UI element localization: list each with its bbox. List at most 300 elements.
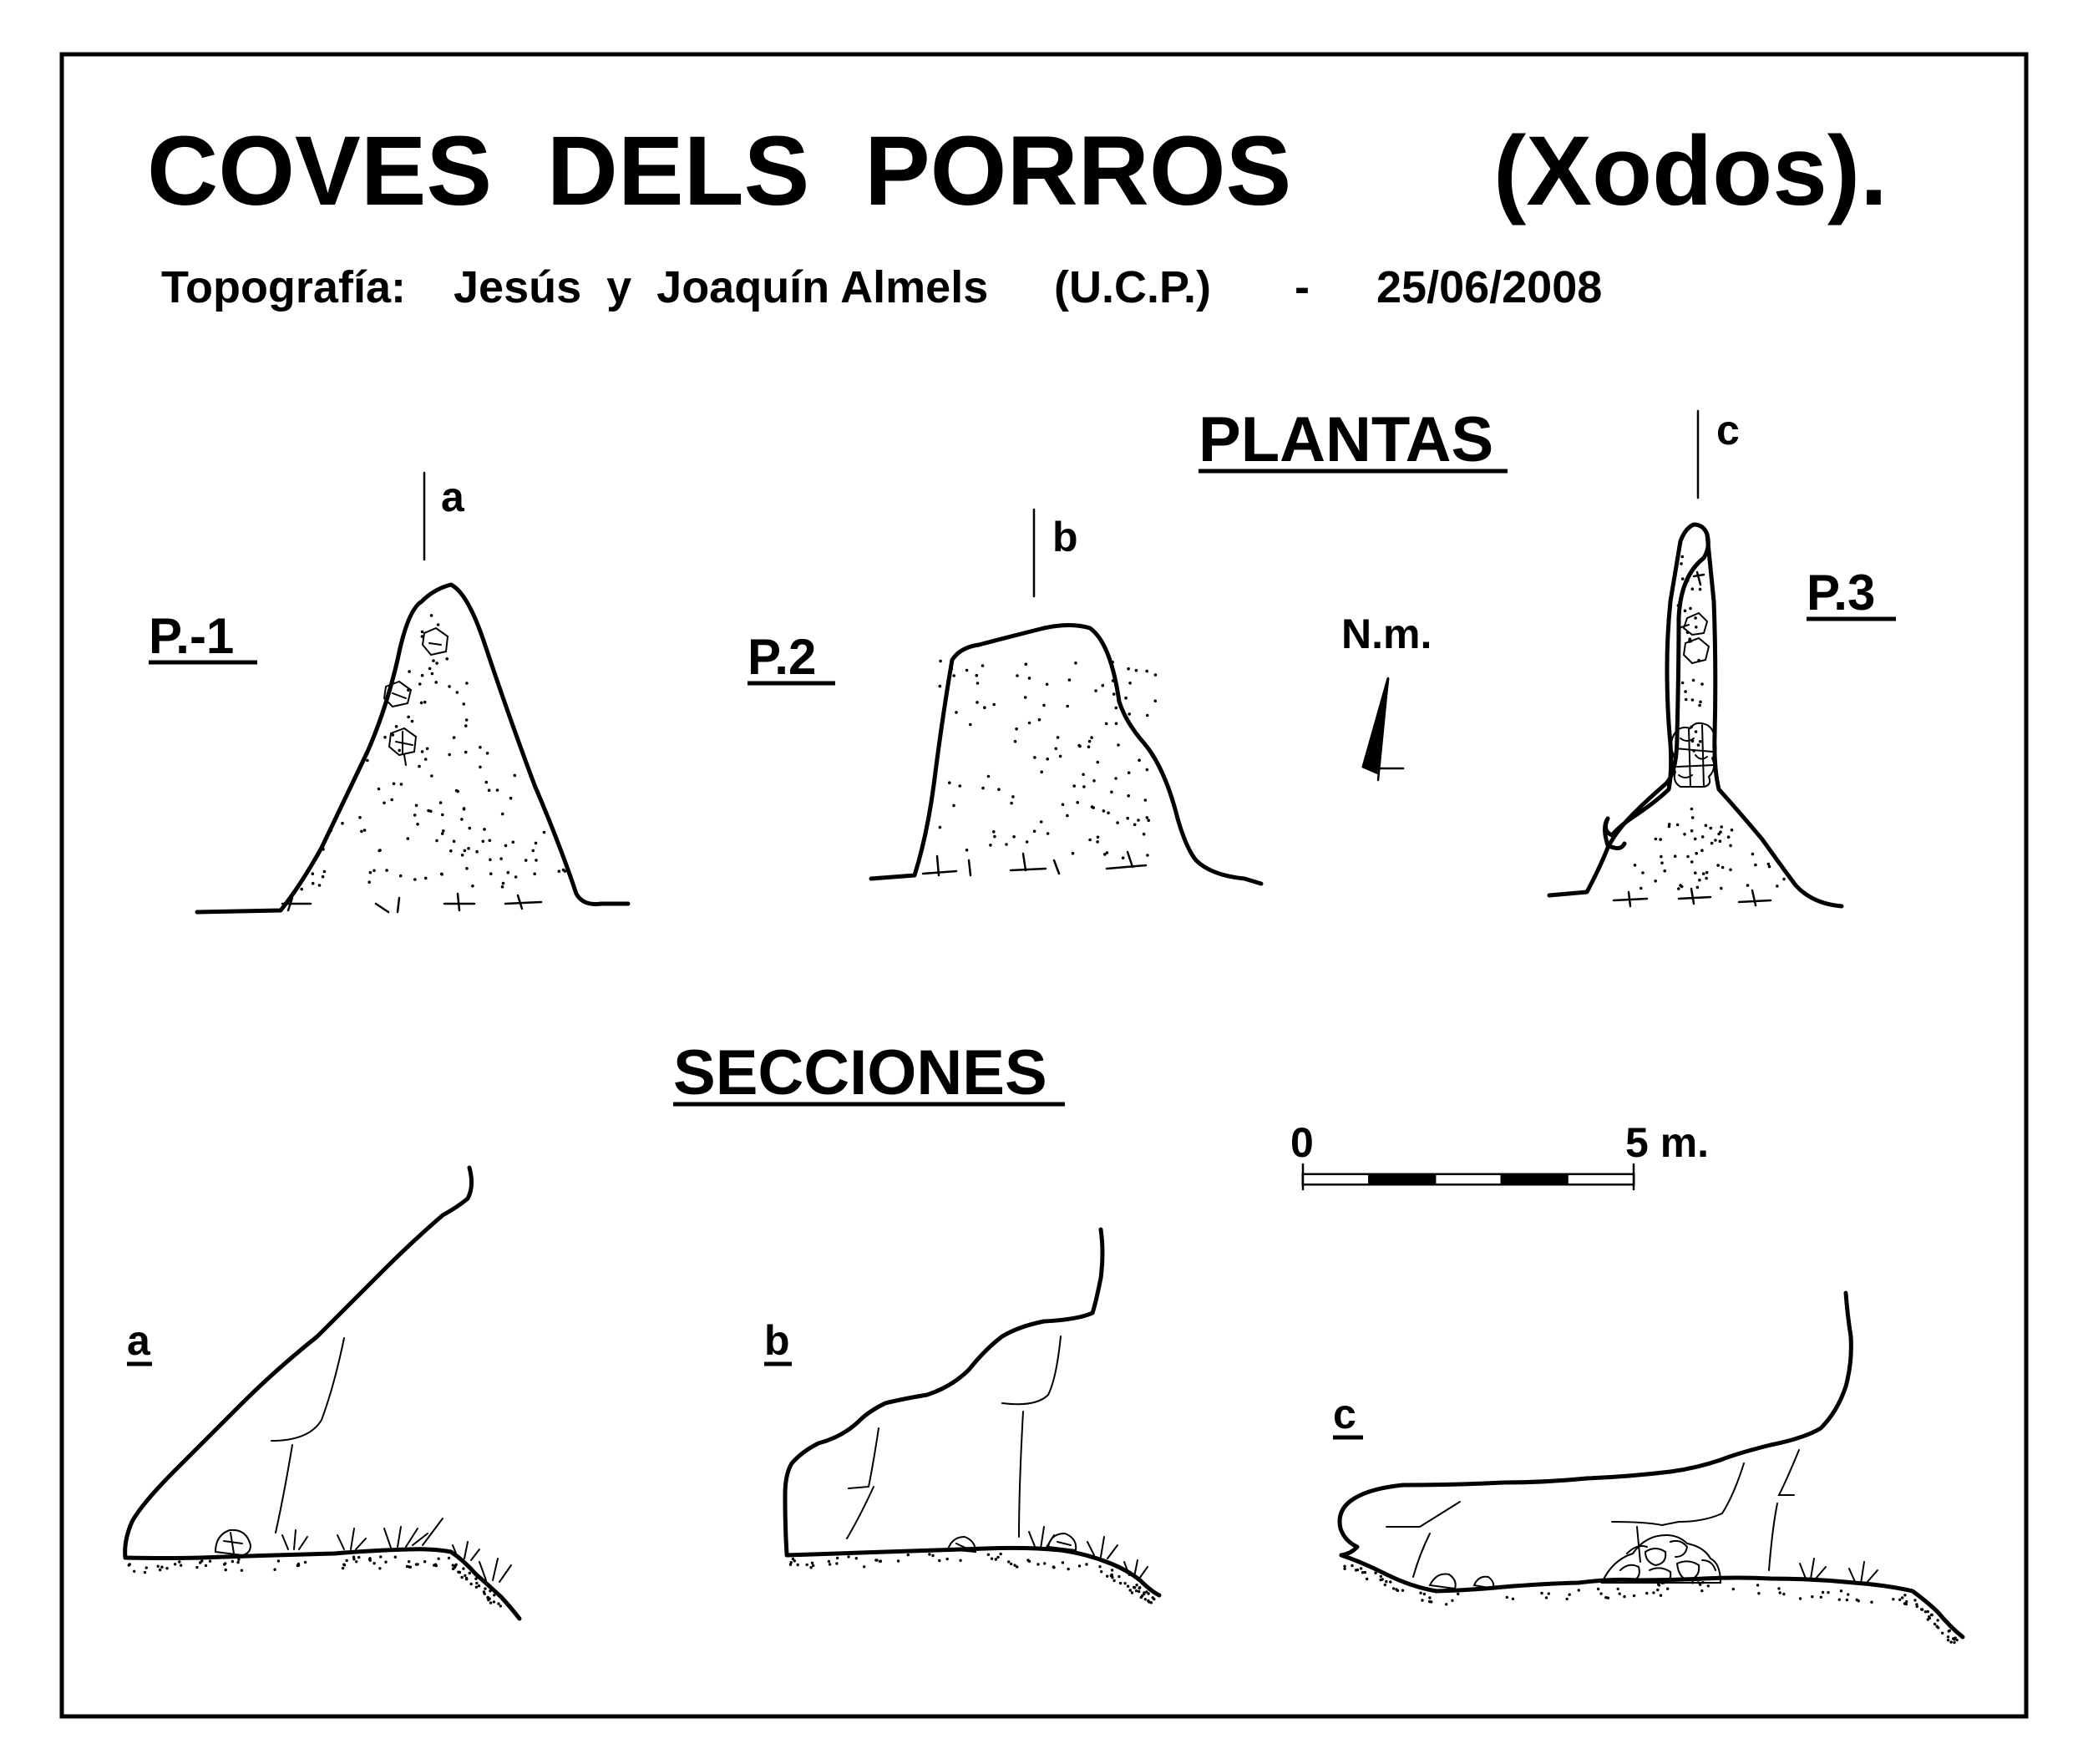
stipple-dot [811,1562,813,1564]
stipple-dot [1838,1599,1841,1601]
stipple-dot [1043,1562,1046,1564]
stipple-dot [165,1567,168,1569]
stipple-dot [1689,607,1692,611]
plan-p1-drip-marks [282,894,541,912]
stipple-dot [1124,697,1128,700]
stipple-dot [1123,1582,1126,1584]
cave-locality: (Xodos). [1493,116,1888,226]
stipple-dot [1138,1587,1141,1589]
stipple-dot [1898,1599,1901,1601]
plan-p1-boulders [384,628,448,765]
plan-p2-cut-marker: b [1052,514,1078,560]
stipple-dot [437,623,440,626]
stipple-dot [959,784,962,788]
stipple-dot [499,857,503,860]
stipple-dot [1905,1603,1908,1605]
stipple-dot [223,1563,226,1565]
stipple-dot [1016,1565,1018,1568]
stipple-dot [514,875,518,879]
stipple-dot [992,830,996,834]
stipple-dot [969,723,972,727]
stipple-dot [1028,722,1031,725]
stipple-dot [1145,670,1148,673]
stipple-dot [1777,1587,1780,1589]
scale-bar-segment [1369,1174,1435,1184]
stipple-dot [1088,740,1092,743]
stipple-dot [1937,1619,1939,1621]
stipple-dot [501,885,504,889]
stipple-dot [1389,1580,1391,1583]
stipple-dot [1660,1594,1662,1597]
stipple-dot [418,765,421,768]
stipple-dot [1719,830,1722,834]
stipple-dot [1731,829,1734,832]
stipple-dot [863,1565,865,1568]
stipple-dot [1782,878,1786,881]
stipple-dot [1105,722,1108,726]
stipple-dot [390,798,393,802]
stipple-dot [1381,1578,1384,1580]
profile-a-ceiling [125,1168,472,1558]
stipple-dot [157,1565,160,1568]
stipple-dot [1122,856,1125,859]
stipple-dot [1154,700,1158,703]
stipple-dot [129,1563,131,1565]
stipple-dot [1127,794,1130,798]
stipple-dot [1720,825,1723,829]
stipple-dot [1082,785,1086,788]
stipple-dot [1652,1591,1655,1594]
stipple-dot [407,688,410,692]
stipple-dot [1933,1623,1936,1625]
stipple-dot [1062,1561,1064,1564]
plan-p3-cut-marker: c [1716,407,1740,454]
stipple-dot [471,885,474,888]
stipple-dot [489,839,492,843]
stipple-dot [1641,871,1645,874]
stipple-dot [423,1560,426,1563]
stipple-dot [1153,1598,1155,1600]
stipple-dot [507,871,510,874]
stipple-dot [1374,1572,1376,1574]
stipple-dot [1036,1563,1039,1565]
stipple-dot [1360,1567,1362,1569]
stipple-dot [1057,736,1060,739]
stipple-dot [430,614,433,617]
stipple-dot [453,736,456,739]
stipple-dot [421,674,424,677]
stipple-dot [1660,855,1663,859]
profile-a-floor-dots [128,1555,502,1607]
stipple-dot [462,1567,464,1569]
profile-c-boulders [1430,1574,1493,1589]
stipple-dot [1074,662,1077,665]
stipple-dot [231,1560,234,1563]
stipple-dot [378,788,381,791]
stipple-dot [1729,844,1732,848]
stipple-dot [1840,1589,1842,1592]
stipple-dot [1941,1632,1944,1635]
stipple-dot [987,1554,990,1556]
stipple-dot [928,1553,930,1555]
stipple-dot [533,873,536,876]
stipple-dot [562,869,565,872]
plan-p3-label: P.3 [1807,565,1876,621]
stipple-dot [1116,821,1119,824]
stipple-dot [1428,1596,1431,1599]
stipple-dot [1680,885,1684,889]
stipple-dot [1691,698,1695,702]
stipple-dot [1692,749,1695,753]
stipple-dot [465,1578,468,1580]
stipple-dot [1677,604,1680,607]
stipple-dot [955,711,958,714]
stipple-dot [1655,838,1658,841]
stipple-dot [452,1564,454,1566]
stipple-dot [195,1566,198,1569]
stipple-dot [1141,1594,1143,1597]
stipple-dot [395,725,398,728]
stipple-dot [429,810,433,814]
stipple-dot [1727,835,1731,839]
stipple-dot [1688,637,1691,641]
stipple-dot [1695,730,1698,733]
stipple-dot [976,674,979,677]
stipple-dot [424,758,428,761]
stipple-dot [1719,839,1722,843]
stipple-dot [995,1558,997,1560]
stipple-dot [1135,1589,1138,1592]
stipple-dot [1103,853,1107,856]
stipple-dot [1694,871,1697,874]
stipple-dot [1658,1584,1660,1586]
scale-bar [1290,1119,1709,1189]
stipple-dot [1668,823,1671,826]
stipple-dot [159,1569,161,1571]
plan-p2-label: P.2 [748,629,817,685]
stipple-dot [1720,887,1723,890]
stipple-dot [493,1600,495,1603]
stipple-dot [484,1587,486,1589]
stipple-dot [1690,829,1694,833]
stipple-dot [1920,1608,1923,1610]
stipple-dot [438,1558,440,1560]
stipple-dot [462,702,465,706]
profile-a-floor [125,1549,519,1619]
stipple-dot [415,804,418,808]
stipple-dot [989,844,992,847]
stipple-dot [806,1564,808,1566]
scale-bar-segment [1435,1174,1501,1184]
stipple-dot [465,867,469,870]
stipple-dot [1913,1599,1916,1601]
stipple-dot [1654,879,1657,883]
stipple-dot [453,840,456,844]
stipple-dot [1756,1584,1759,1586]
stipple-dot [1695,626,1698,629]
credit-separator: - [1295,262,1310,312]
stipple-dot [300,888,303,891]
stipple-dot [464,849,467,853]
stipple-dot [836,1557,839,1559]
stipple-dot [470,1583,473,1585]
stipple-dot [879,1560,882,1563]
stipple-dot [1846,1599,1848,1601]
plan-p1-outline [197,585,628,912]
stipple-dot [1847,1593,1849,1595]
stipple-dot [413,878,417,881]
stipple-dot [1822,1591,1824,1594]
stipple-dot [1129,1589,1132,1591]
stipple-dot [1114,777,1117,780]
stipple-dot [1928,1615,1930,1618]
stipple-dot [1659,838,1662,841]
stipple-dot [1645,1592,1648,1594]
stipple-dot [408,1560,410,1563]
stipple-dot [1924,1610,1927,1613]
stipple-dot [1754,864,1757,867]
stipple-dot [946,1558,949,1560]
stipple-dot [1690,808,1694,811]
stipple-dot [1127,1585,1129,1588]
stipple-dot [366,759,369,763]
stipple-dot [1716,864,1720,867]
stipple-dot [1042,704,1046,707]
stipple-dot [1691,740,1695,743]
stipple-dot [1068,678,1072,682]
stipple-dot [1055,748,1058,751]
profile-b [764,1229,1159,1604]
stipple-dot [1948,1630,1950,1632]
stipple-dot [1685,698,1688,702]
stipple-dot [1077,744,1081,748]
scale-bar-segment [1502,1174,1568,1184]
stipple-dot [432,659,435,662]
stipple-dot [1692,679,1695,682]
stipple-dot [145,1566,148,1569]
stipple-dot [1656,1589,1659,1591]
stipple-dot [1633,1594,1635,1597]
stipple-dot [469,1572,471,1574]
plan-p3-boulders [1679,613,1709,663]
stipple-dot [485,781,489,784]
stipple-dot [945,693,949,697]
stipple-dot [434,1564,437,1566]
stipple-dot [1681,682,1685,685]
stipple-dot [1111,1569,1113,1571]
stipple-dot [1681,577,1685,580]
stipple-dot [1506,1596,1508,1599]
stipple-dot [1366,1578,1368,1580]
stipple-dot [1746,884,1750,887]
stipple-dot [948,781,951,784]
plan-p3-fill-dots [1634,555,1802,890]
stipple-dot [1695,852,1698,855]
stipple-dot [1000,1553,1002,1555]
plan-p3-outline [1549,525,1708,895]
stipple-dot [976,682,980,685]
stipple-dot [1119,1582,1122,1584]
stipple-dot [474,1578,477,1580]
stipple-dot [1870,1601,1873,1604]
stipple-dot [1892,1598,1894,1600]
stipple-dot [489,859,492,862]
stipple-dot [180,1564,182,1567]
stipple-dot [1619,1593,1621,1595]
profile-b-floor [787,1548,1159,1595]
stipple-dot [408,670,411,673]
stipple-dot [144,1571,146,1574]
stipple-dot [459,1571,461,1574]
stipple-dot [1126,817,1129,820]
stipple-dot [1040,820,1043,824]
stipple-dot [950,667,954,671]
stipple-dot [1396,1589,1399,1592]
stipple-dot [1694,838,1697,841]
stipple-dot [1698,704,1701,707]
stipple-dot [475,1582,478,1584]
stipple-dot [828,1560,830,1563]
stipple-dot [1128,771,1131,774]
stipple-dot [1072,784,1076,788]
stipple-dot [398,749,401,753]
stipple-dot [1954,1636,1956,1639]
stipple-dot [1680,562,1683,565]
stipple-dot [1144,798,1148,802]
stipple-dot [431,672,434,676]
stipple-dot [205,1564,207,1567]
stipple-dot [1701,1581,1704,1584]
stipple-dot [1066,705,1069,708]
scale-bar-segment [1568,1174,1634,1184]
stipple-dot [133,1570,135,1573]
stipple-dot [1931,1614,1933,1616]
stipple-dot [809,1566,812,1569]
stipple-dot [322,875,325,879]
stipple-dot [987,775,991,778]
stipple-dot [981,664,985,667]
stipple-dot [1033,829,1036,833]
stipple-dot [1038,718,1041,722]
stipple-dot [426,748,429,751]
stipple-dot [1691,587,1695,591]
stipple-dot [199,1561,201,1564]
stipple-dot [797,1564,799,1566]
stipple-dot [384,1561,387,1564]
stipple-dot [441,814,444,817]
stipple-dot [1686,631,1690,634]
stipple-dot [965,849,969,852]
stipple-dot [408,1565,410,1568]
profile-b-wall-cracks [847,1336,1061,1538]
stipple-dot [1107,812,1110,815]
stipple-dot [1135,669,1138,672]
stipple-dot [343,1564,346,1566]
stipple-dot [411,720,414,723]
stipple-dot [1092,779,1096,783]
stipple-dot [952,804,955,808]
stipple-dot [1138,1590,1140,1593]
stipple-dot [1827,1591,1829,1594]
stipple-dot [236,1561,239,1564]
stipple-dot [1143,833,1146,836]
stipple-dot [1098,1565,1101,1568]
stipple-dot [448,753,451,757]
stipple-dot [1010,802,1013,805]
stipple-dot [360,830,363,834]
stipple-dot [1686,579,1690,582]
stipple-dot [897,1559,900,1562]
stipple-dot [1782,1593,1785,1595]
plan-p2-outline [871,626,1261,885]
stipple-dot [1710,842,1714,845]
stipple-dot [1820,1596,1822,1599]
stipple-dot [1016,674,1019,677]
stipple-dot [241,1569,243,1572]
stipple-dot [304,1561,307,1564]
stipple-dot [509,797,513,800]
stipple-dot [1131,1591,1133,1594]
profile-a-boulder [215,1530,251,1555]
stipple-dot [1701,835,1705,839]
stipple-dot [435,662,438,665]
stipple-dot [812,1564,814,1567]
stipple-dot [416,1563,418,1565]
plan-p2-fill-dots [939,660,1158,859]
stipple-dot [1430,1600,1432,1603]
stipple-dot [1721,866,1725,869]
stipple-dot [160,1566,163,1569]
stipple-dot [475,1586,478,1589]
stipple-dot [1699,701,1702,704]
stipple-dot [465,718,469,722]
profile-a-label: a [127,1317,150,1364]
stipple-dot [312,872,315,875]
stipple-dot [1052,1565,1055,1568]
stipple-dot [1128,682,1132,685]
stipple-dot [407,837,410,840]
survey-group: (U.C.P.) [1054,262,1212,312]
stipple-dot [1597,1588,1599,1590]
stipple-dot [1915,1603,1918,1605]
plan-p1-label: P.-1 [149,608,235,664]
stipple-dot [378,1567,381,1569]
stipple-dot [1117,743,1120,747]
stipple-dot [939,685,942,688]
stipple-dot [1937,1626,1939,1629]
stipple-dot [1010,1563,1012,1565]
stipple-dot [512,841,515,844]
stipple-dot [1082,773,1085,777]
stipple-dot [1148,1600,1150,1603]
stipple-dot [976,701,979,704]
stipple-dot [479,766,482,769]
stipple-dot [355,1560,357,1563]
stipple-dot [1146,854,1149,857]
stipple-dot [1634,864,1637,867]
stipple-dot [1090,736,1093,739]
stipple-dot [400,783,403,786]
stipple-dot [1154,673,1158,677]
stipple-dot [1067,1568,1070,1570]
stipple-dot [1011,795,1015,798]
stipple-dot [501,813,504,816]
stipple-dot [420,702,423,705]
stipple-dot [959,1559,961,1562]
stipple-dot [1799,1597,1802,1599]
stipple-dot [372,1562,375,1564]
stipple-dot [499,1604,502,1607]
